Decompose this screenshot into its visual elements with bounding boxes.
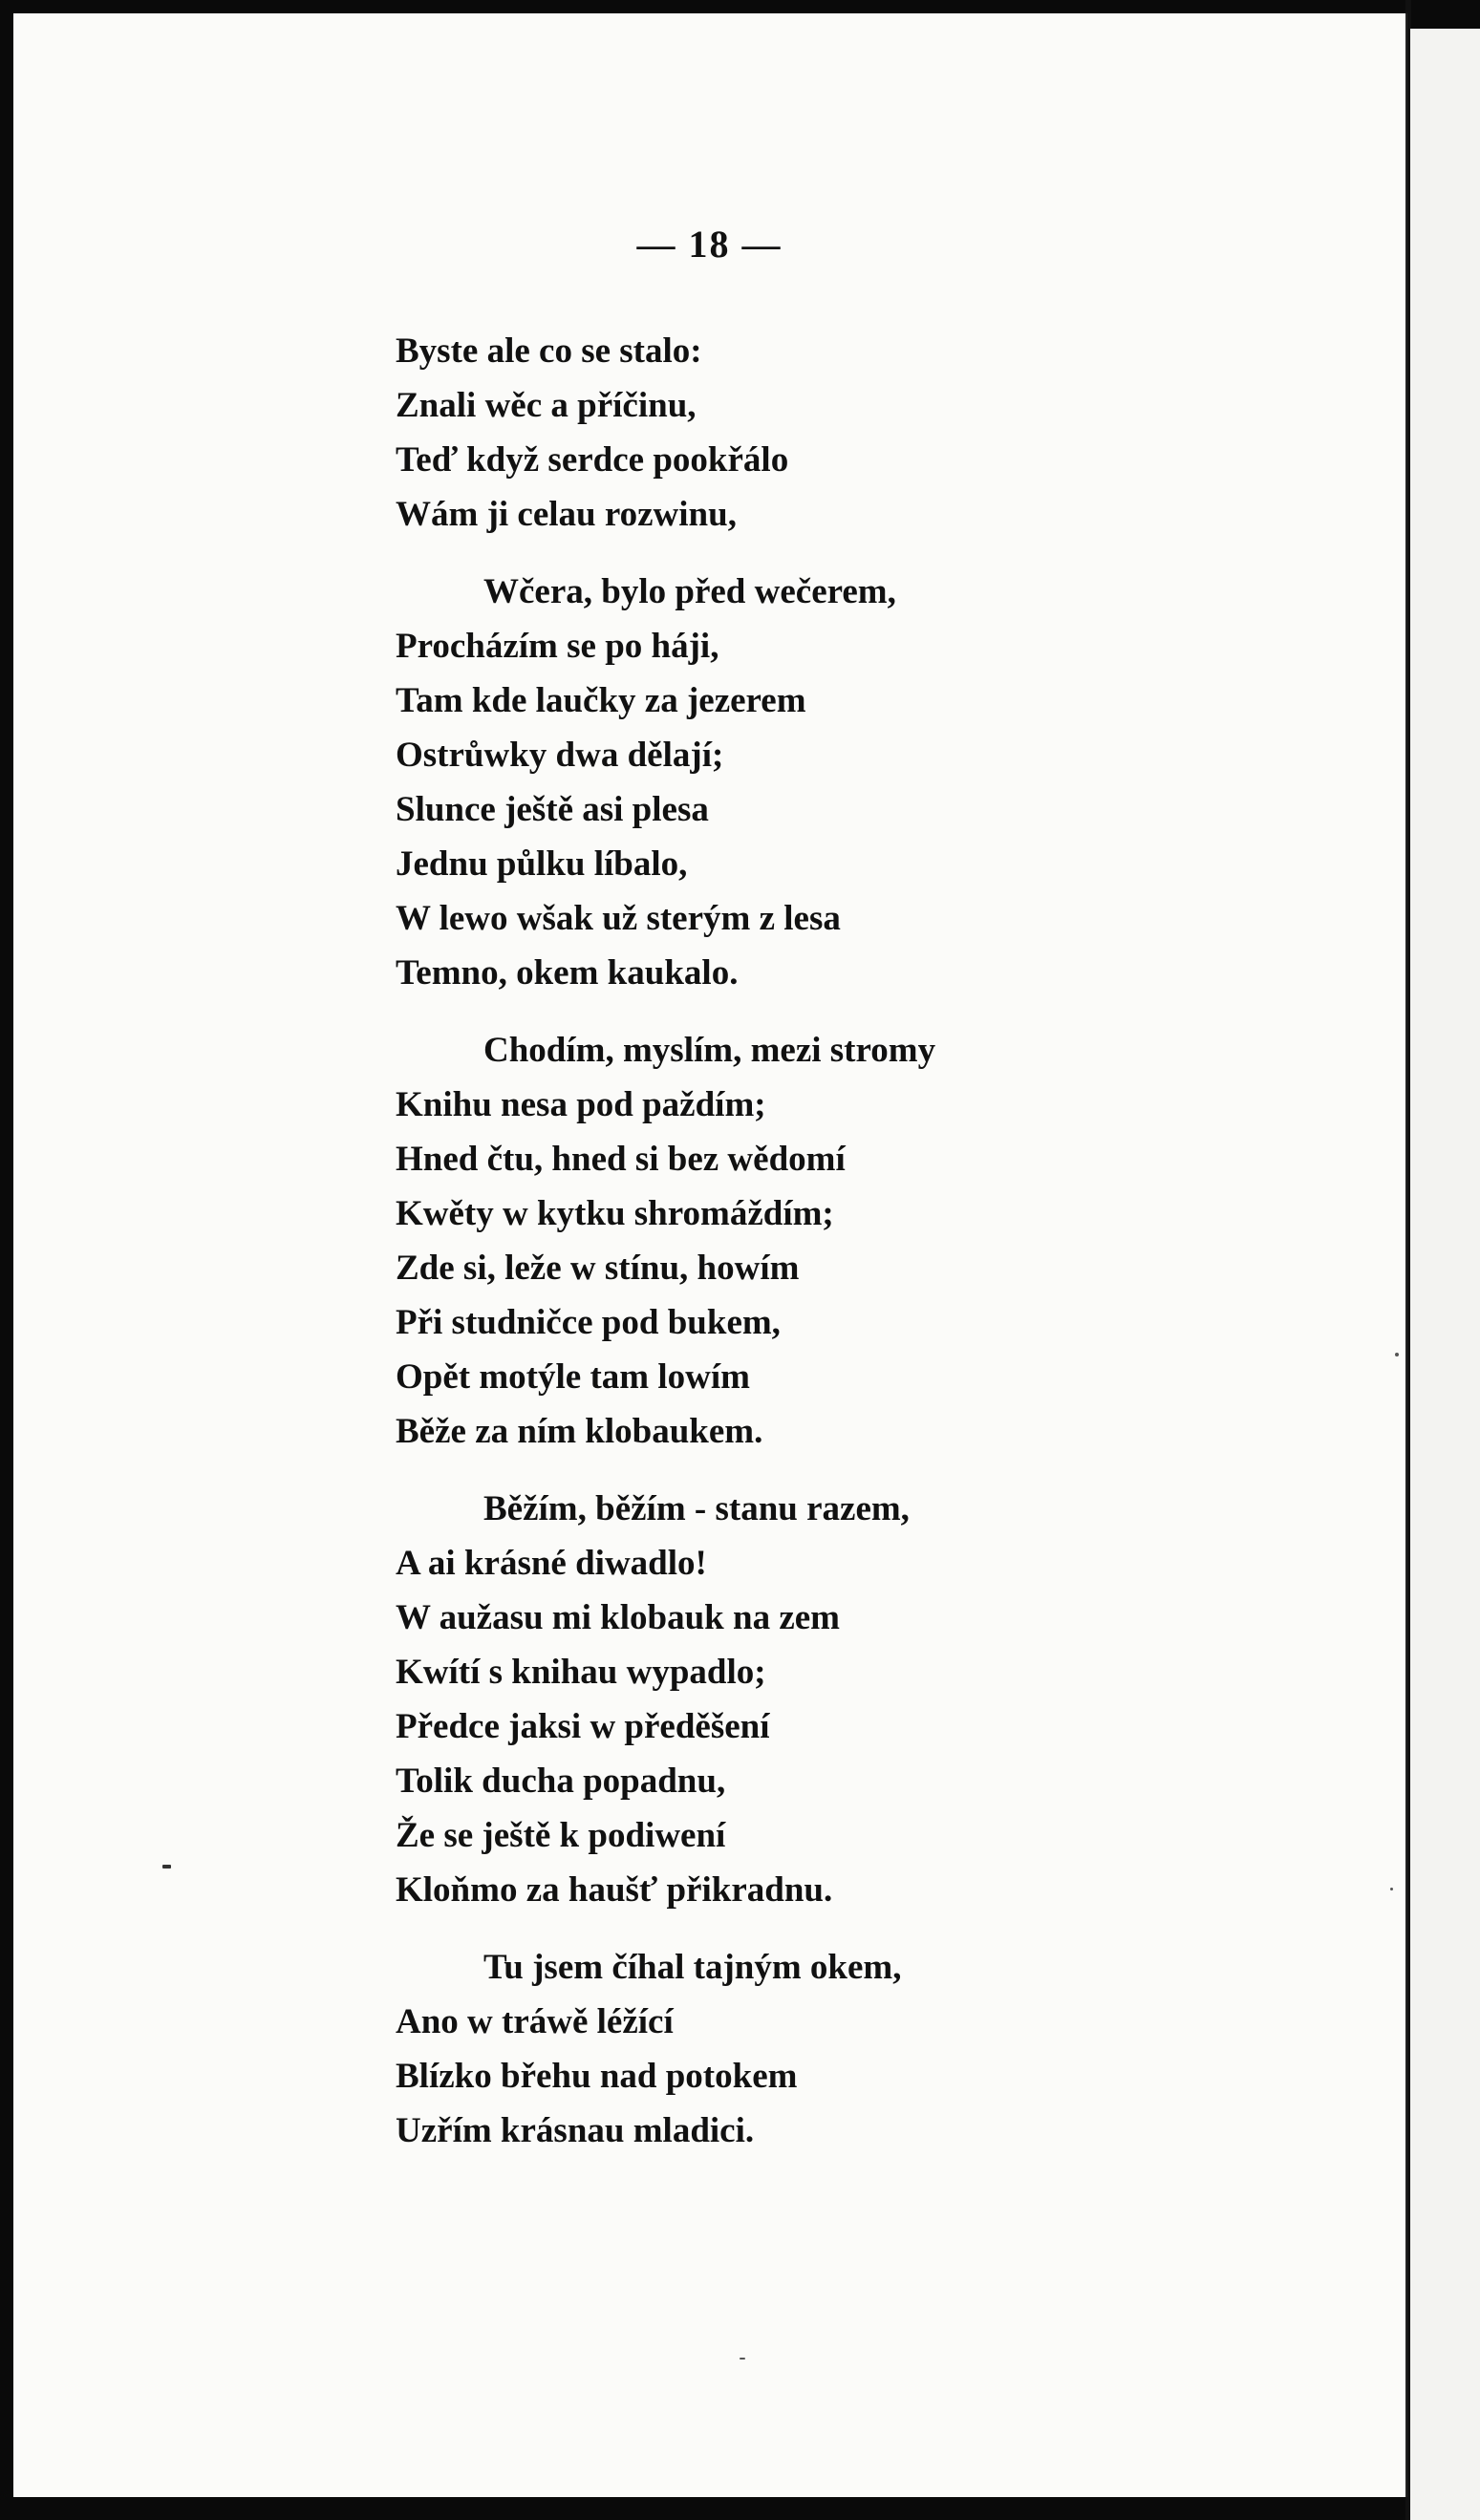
poem-line: Temno, okem kaukalo. <box>396 953 739 993</box>
poem-line: Blízko břehu nad potokem <box>396 2057 798 2096</box>
book-page <box>13 13 1407 2497</box>
poem-line: Ano w tráwě léžící <box>396 2002 674 2041</box>
stanza <box>396 565 1370 1000</box>
poem-line: Wám ji celau rozwinu, <box>396 495 737 534</box>
poem-line: Že se ještě k podiwení <box>396 1816 726 1855</box>
poem-line: Tolik ducha popadnu, <box>396 1762 726 1801</box>
poem-line: Slunce ještě asi plesa <box>396 790 709 829</box>
poem-line: Zde si, leže w stínu, howím <box>396 1249 800 1288</box>
poem-line: Ostrůwky dwa dělají; <box>396 736 724 775</box>
poem-line: Hned čtu, hned si bez wědomí <box>396 1140 846 1179</box>
poem-line: Teď když serdce pookřálo <box>396 440 789 480</box>
page-number: — 18 — <box>636 223 783 266</box>
poem-line: Wčera, bylo před wečerem, <box>483 572 896 611</box>
poem-line: Běže za ním klobaukem. <box>396 1412 763 1451</box>
poem-line: Chodím, myslím, mezi stromy <box>483 1031 936 1070</box>
poem-line: Knihu nesa pod paždím; <box>396 1085 766 1124</box>
ink-speck <box>740 2358 745 2360</box>
poem-line: Kwítí s knihau wypadlo; <box>396 1653 766 1692</box>
poem-line: Opět motýle tam lowím <box>396 1357 750 1397</box>
poem-line: W lewo wšak už sterým z lesa <box>396 899 841 938</box>
poem-line: A ai krásné diwadlo! <box>396 1544 707 1583</box>
poem-line: W aužasu mi klobauk na zem <box>396 1598 840 1637</box>
poem-line: Běžím, běžím - stanu razem, <box>483 1489 910 1528</box>
stanza <box>396 1482 1370 1917</box>
ink-speck <box>1395 1353 1399 1356</box>
next-page-edge <box>1410 29 1480 2520</box>
stanza <box>396 1023 1370 1459</box>
poem-line: Kwěty w kytku shromáždím; <box>396 1194 834 1233</box>
poem-line: Byste ale co se stalo: <box>396 331 702 371</box>
ink-speck <box>1390 1888 1393 1890</box>
poem-line: Jednu půlku líbalo, <box>396 844 688 884</box>
stanza <box>396 1940 1370 2158</box>
stanza <box>396 324 1370 542</box>
poem-line: Znali wěc a příčinu, <box>396 386 697 425</box>
poem-line: Procházím se po háji, <box>396 627 719 666</box>
poem-line: Při studničce pod bukem, <box>396 1303 781 1342</box>
ink-speck <box>162 1865 171 1869</box>
poem-line: Kloňmo za haušť přikradnu. <box>396 1870 833 1910</box>
poem-line: Tam kde laučky za jezerem <box>396 681 806 720</box>
poem <box>396 324 1370 2181</box>
poem-line: Tu jsem číhal tajným okem, <box>483 1948 902 1987</box>
poem-line: Předce jaksi w předěšení <box>396 1707 770 1746</box>
poem-line: Uzřím krásnau mladici. <box>396 2111 755 2150</box>
